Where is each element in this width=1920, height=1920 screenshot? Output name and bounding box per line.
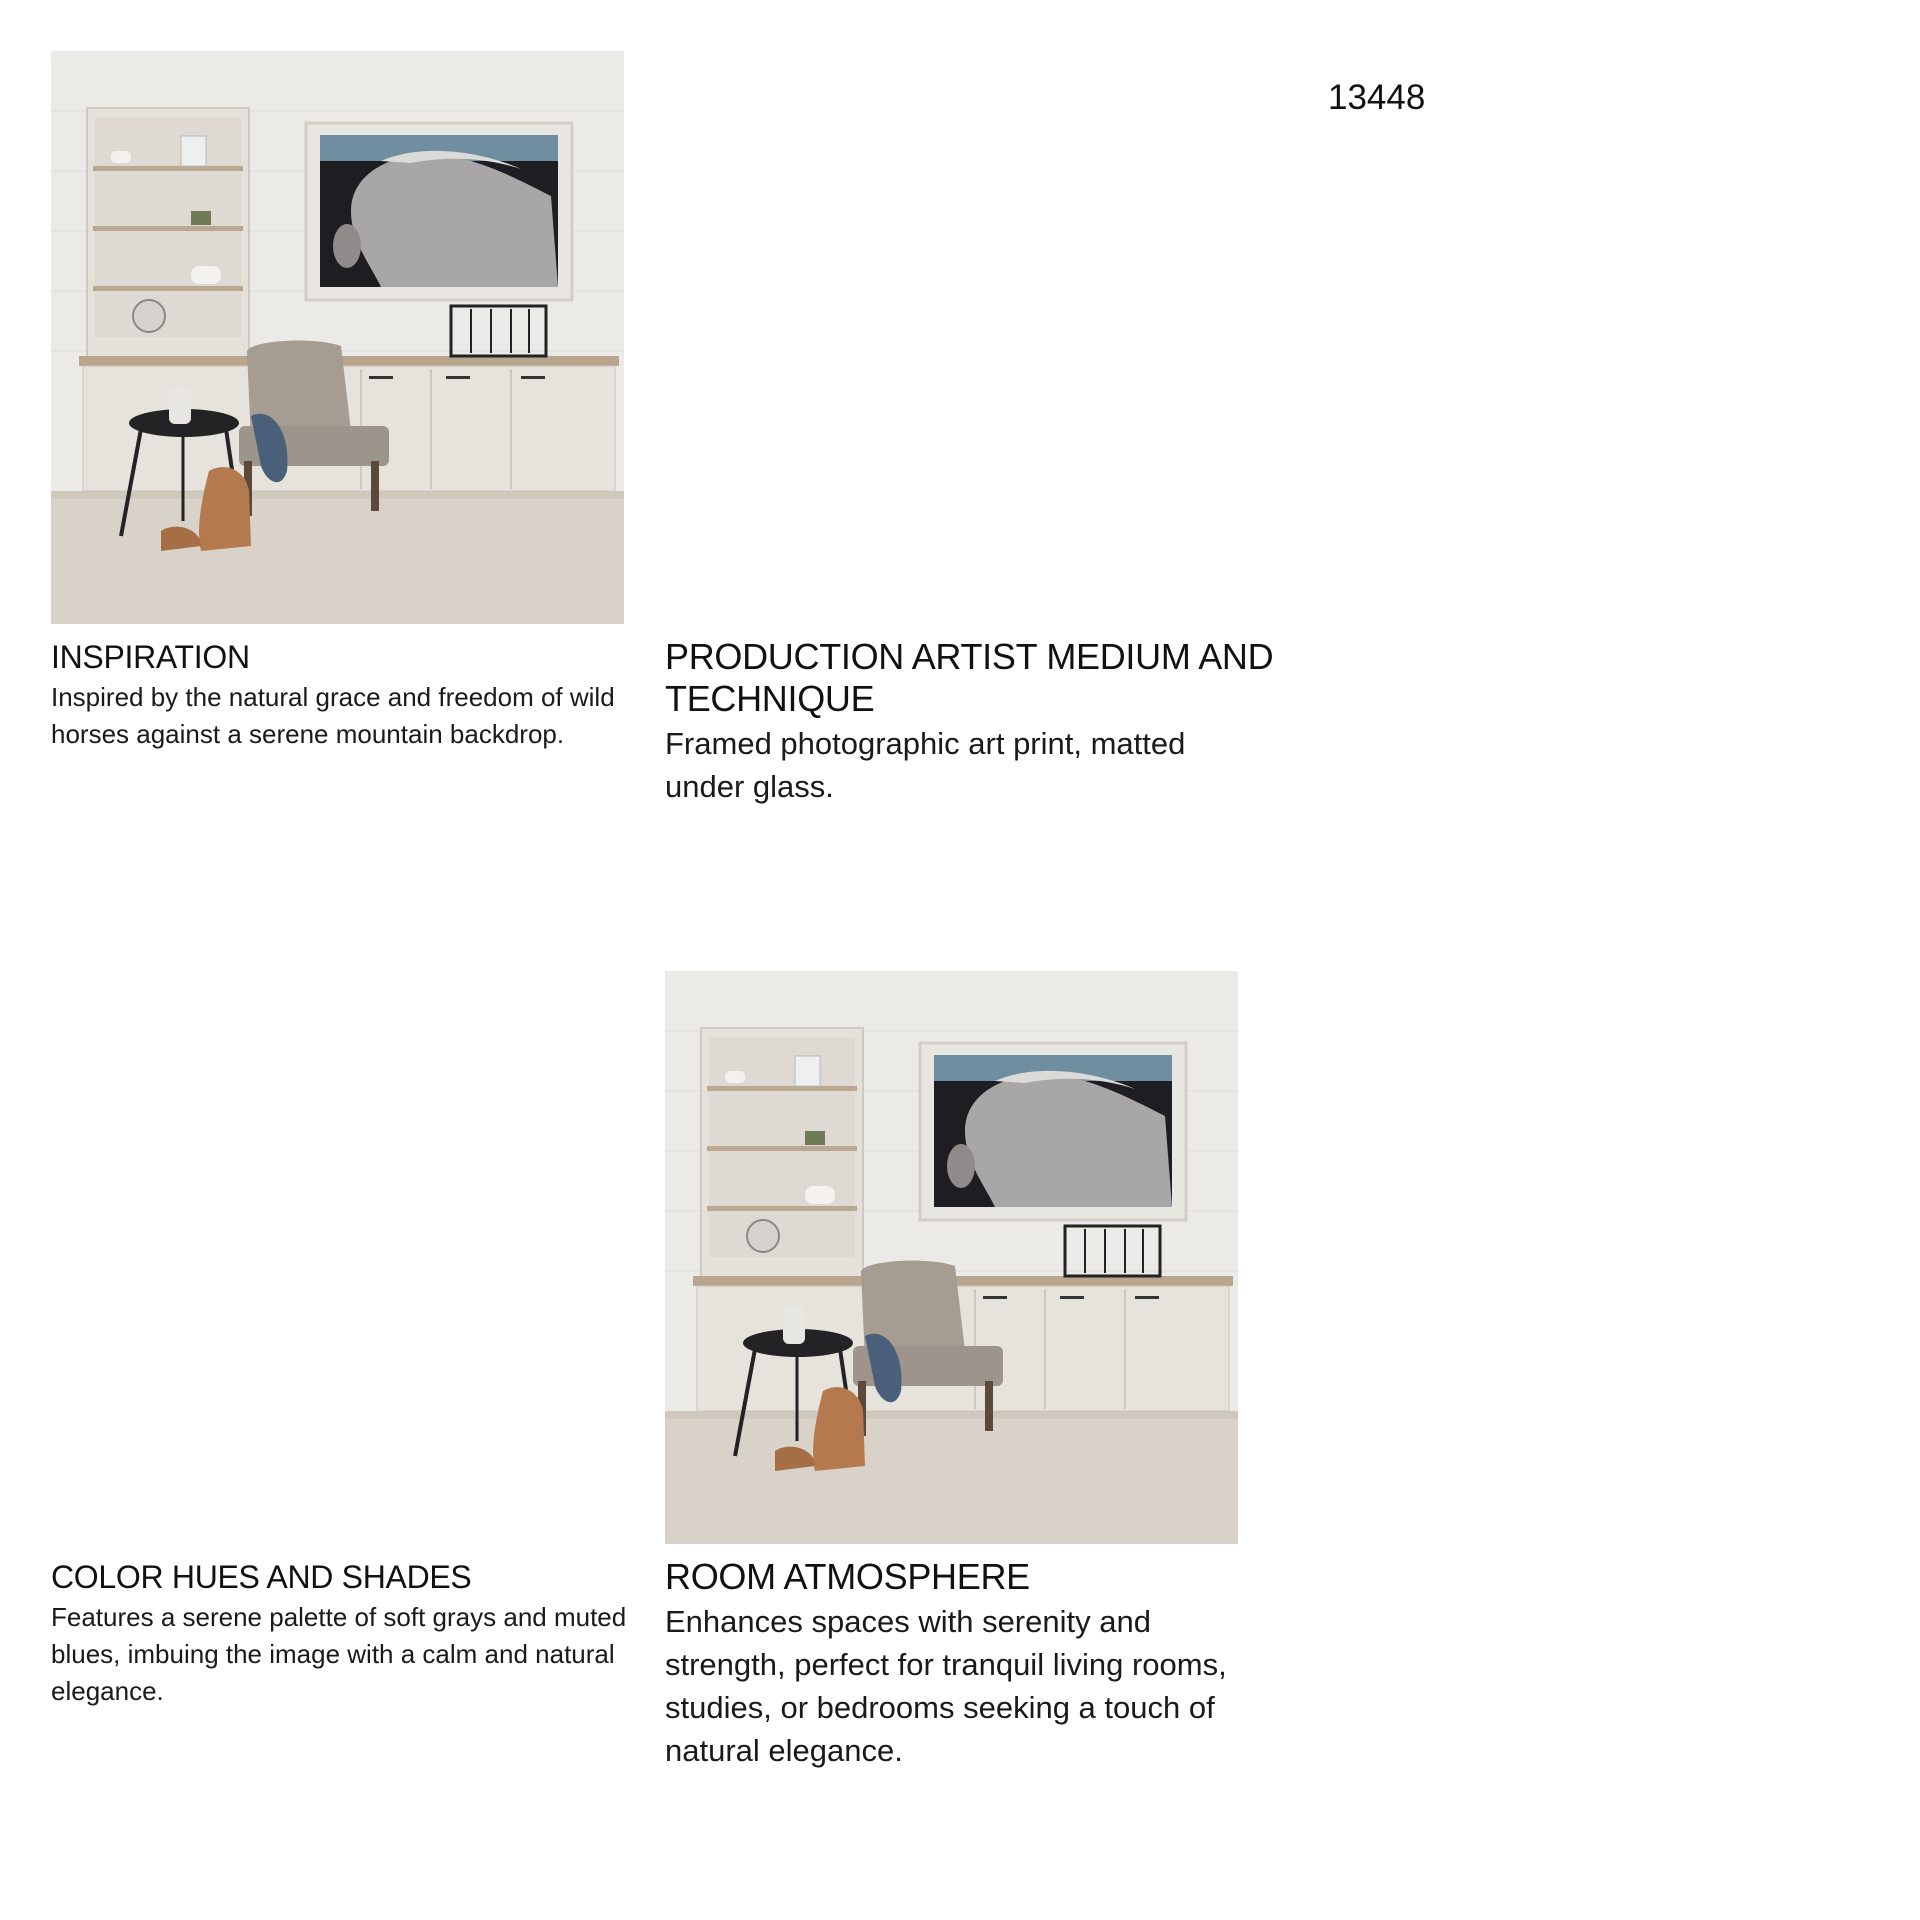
production-heading: PRODUCTION ARTIST MEDIUM AND TECHNIQUE	[665, 636, 1274, 719]
room-text: Enhances spaces with serenity and strength, perfect for tranquil living rooms, studies, or bedrooms seeking a touch of natural elegance.	[665, 1604, 1227, 1768]
inspiration-section	[51, 638, 631, 753]
room-scene-horse-print-image	[665, 971, 1238, 1544]
inspiration-heading: INSPIRATION	[51, 639, 250, 675]
room-scene-horse-print-image	[51, 51, 624, 624]
room-heading: ROOM ATMOSPHERE	[665, 1556, 1030, 1597]
document-number: 13448	[1328, 78, 1426, 117]
room-scene-photo-bottom	[665, 971, 1238, 1544]
production-section	[665, 636, 1485, 808]
inspiration-text: Inspired by the natural grace and freedom of wild horses against a serene mountain backdrop.	[51, 682, 615, 749]
production-text: Framed photographic art print, matted under glass.	[665, 726, 1186, 804]
color-text: Features a serene palette of soft grays and muted blues, imbuing the image with a calm and natural elegance.	[51, 1602, 627, 1706]
room-scene-photo-top	[51, 51, 624, 624]
room-section	[665, 1556, 1245, 1772]
color-heading: COLOR HUES AND SHADES	[51, 1559, 472, 1595]
color-section	[51, 1558, 631, 1710]
